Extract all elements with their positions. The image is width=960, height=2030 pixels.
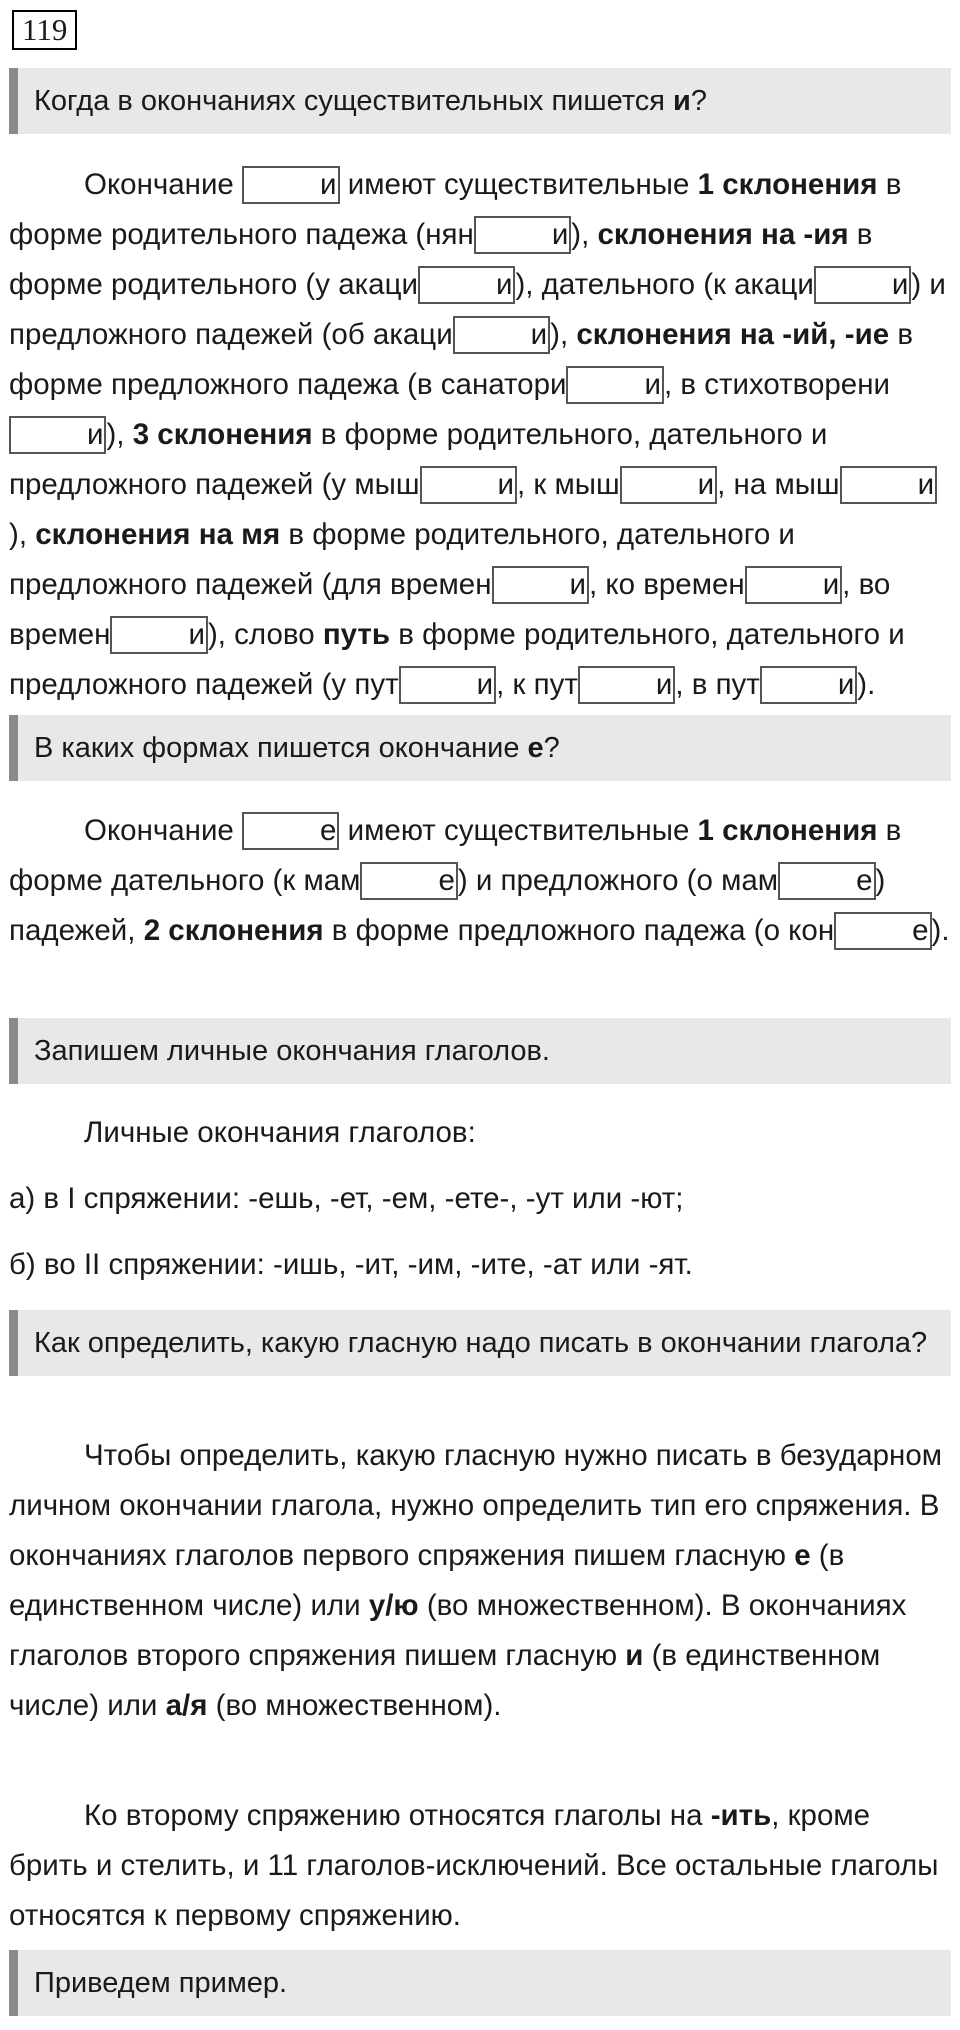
bold-term: склонения на -ий, -ие — [576, 318, 890, 351]
ending-box: и — [110, 616, 207, 654]
text-run: в форме предложного падежа (в санатори — [9, 318, 914, 401]
ending-box: и — [745, 566, 842, 604]
text-run: имеют существительные — [339, 814, 698, 847]
text-run: (в единственном числе) или — [9, 1639, 881, 1722]
bold-term: 2 склонения — [143, 914, 324, 947]
text-run: в форме родительного, дательного и предложного падежей (для времен — [9, 518, 795, 601]
text-run: Окончание — [84, 168, 243, 201]
ending-box: и — [566, 366, 663, 404]
text-run: , ко времен — [588, 568, 745, 601]
text-run: ), слово — [207, 618, 323, 651]
question-text: В каких формах пишется окончание — [34, 732, 528, 764]
text-run: ), дательного (к акаци — [515, 268, 814, 301]
text-run: имеют существительные — [339, 168, 698, 201]
bold-term: 1 склонения — [697, 814, 878, 847]
ending-box: и — [578, 666, 675, 704]
bold-term: у/ю — [368, 1589, 419, 1622]
text-run: Окончание — [84, 814, 243, 847]
text-run: в форме родительного (у акаци — [9, 218, 873, 301]
text-run: , в стихотворени — [663, 368, 890, 401]
text-run: ), — [571, 218, 598, 251]
bold-term: а/я — [165, 1689, 208, 1722]
text-run: , к пут — [496, 668, 578, 701]
question-text: Как определить, какую гласную надо писать в окончании глагола? — [34, 1327, 928, 1359]
bold-term: 3 склонения — [132, 418, 313, 451]
question-bold: и — [673, 85, 691, 117]
text-run: ) падежей, — [9, 864, 886, 947]
text-run: Ко второму спряжению относятся глаголы на — [84, 1799, 711, 1832]
ending-box: е — [834, 912, 931, 950]
ending-box: и — [420, 466, 517, 504]
question-bold: е — [527, 732, 544, 764]
text-run: (во множественном). — [207, 1689, 502, 1722]
text-run: (в единственном числе) или — [9, 1539, 845, 1622]
text-run: в форме родительного падежа (нян — [9, 168, 902, 251]
text-run: в форме родительного, дательного и предложного падежей (у мыш — [9, 418, 828, 501]
ending-box: и — [418, 266, 515, 304]
ending-box: и — [399, 666, 496, 704]
text-run: ) и предложного (о мам — [457, 864, 779, 897]
text-run: в форме родительного, дательного и предложного падежей (у пут — [9, 618, 905, 701]
ending-box: е — [242, 812, 339, 850]
answer-paragraph-4 — [9, 1431, 953, 1731]
bold-term: путь — [322, 618, 390, 651]
bold-term: и — [625, 1639, 644, 1672]
question-block-4 — [9, 1310, 951, 1376]
text-run: , в пут — [675, 668, 760, 701]
answer-paragraph-1 — [9, 160, 953, 710]
text-run: , к мыш — [517, 468, 620, 501]
answer-line-a: а) в I спряжении: -ешь, -ет, -ем, -ете-, -ут или -ют; — [9, 1182, 684, 1215]
bold-term: е — [794, 1539, 811, 1572]
task-number: 119 — [12, 10, 77, 50]
ending-box: е — [778, 862, 875, 900]
ending-box: и — [474, 216, 571, 254]
answer-paragraph-2 — [9, 806, 953, 956]
question-text: ? — [690, 85, 708, 117]
ending-box: и — [760, 666, 857, 704]
text-run: в форме предложного падежа (о кон — [323, 914, 835, 947]
question-text: Приведем пример. — [34, 1967, 288, 1999]
bold-term: 1 склонения — [697, 168, 878, 201]
text-run: , на мыш — [717, 468, 840, 501]
question-text: Запишем личные окончания глаголов. — [34, 1035, 550, 1067]
text-run: ), — [9, 518, 36, 551]
text-run: ). — [857, 668, 876, 701]
ending-box: и — [814, 266, 911, 304]
answer-intro-3: Личные окончания глаголов: — [84, 1116, 476, 1149]
bold-term: склонения на -ия — [597, 218, 849, 251]
ending-box: е — [360, 862, 457, 900]
ending-box: и — [492, 566, 589, 604]
text-run: (во множественном). В окончаниях глаголов второго спряжения пишем гласную — [9, 1589, 907, 1672]
ending-box: и — [9, 416, 106, 454]
bold-term: склонения на мя — [35, 518, 281, 551]
ending-box: и — [453, 316, 550, 354]
bold-term: -ить — [710, 1799, 772, 1832]
question-text: ? — [543, 732, 560, 764]
text-run: ), — [106, 418, 133, 451]
text-run: , во времен — [9, 568, 891, 651]
text-run: ). — [931, 914, 950, 947]
question-block-1 — [9, 68, 951, 134]
question-text: Когда в окончаниях существительных пишется — [34, 85, 674, 117]
answer-line-b: б) во II спряжении: -ишь, -ит, -им, -ите, -ат или -ят. — [9, 1248, 693, 1281]
ending-box: и — [242, 166, 339, 204]
question-block-5 — [9, 1950, 951, 2016]
ending-box: и — [620, 466, 717, 504]
question-block-2 — [9, 715, 951, 781]
answer-paragraph-5 — [9, 1791, 953, 1941]
text-run: ), — [550, 318, 577, 351]
text-run: , кроме брить и стелить, и 11 глаголов-исключений. Все остальные глаголы относятся к первому спряжению. — [9, 1799, 939, 1932]
ending-box: и — [840, 466, 937, 504]
question-block-3 — [9, 1018, 951, 1084]
text-run: Чтобы определить, какую гласную нужно писать в безударном личном окончании глагола, нужно определить тип его спряжения. В окончаниях глаголов первого спряжения пишем гласную — [9, 1439, 943, 1572]
text-run: ) и предложного падежей (об акаци — [9, 268, 946, 351]
text-run: в форме дательного (к мам — [9, 814, 902, 897]
